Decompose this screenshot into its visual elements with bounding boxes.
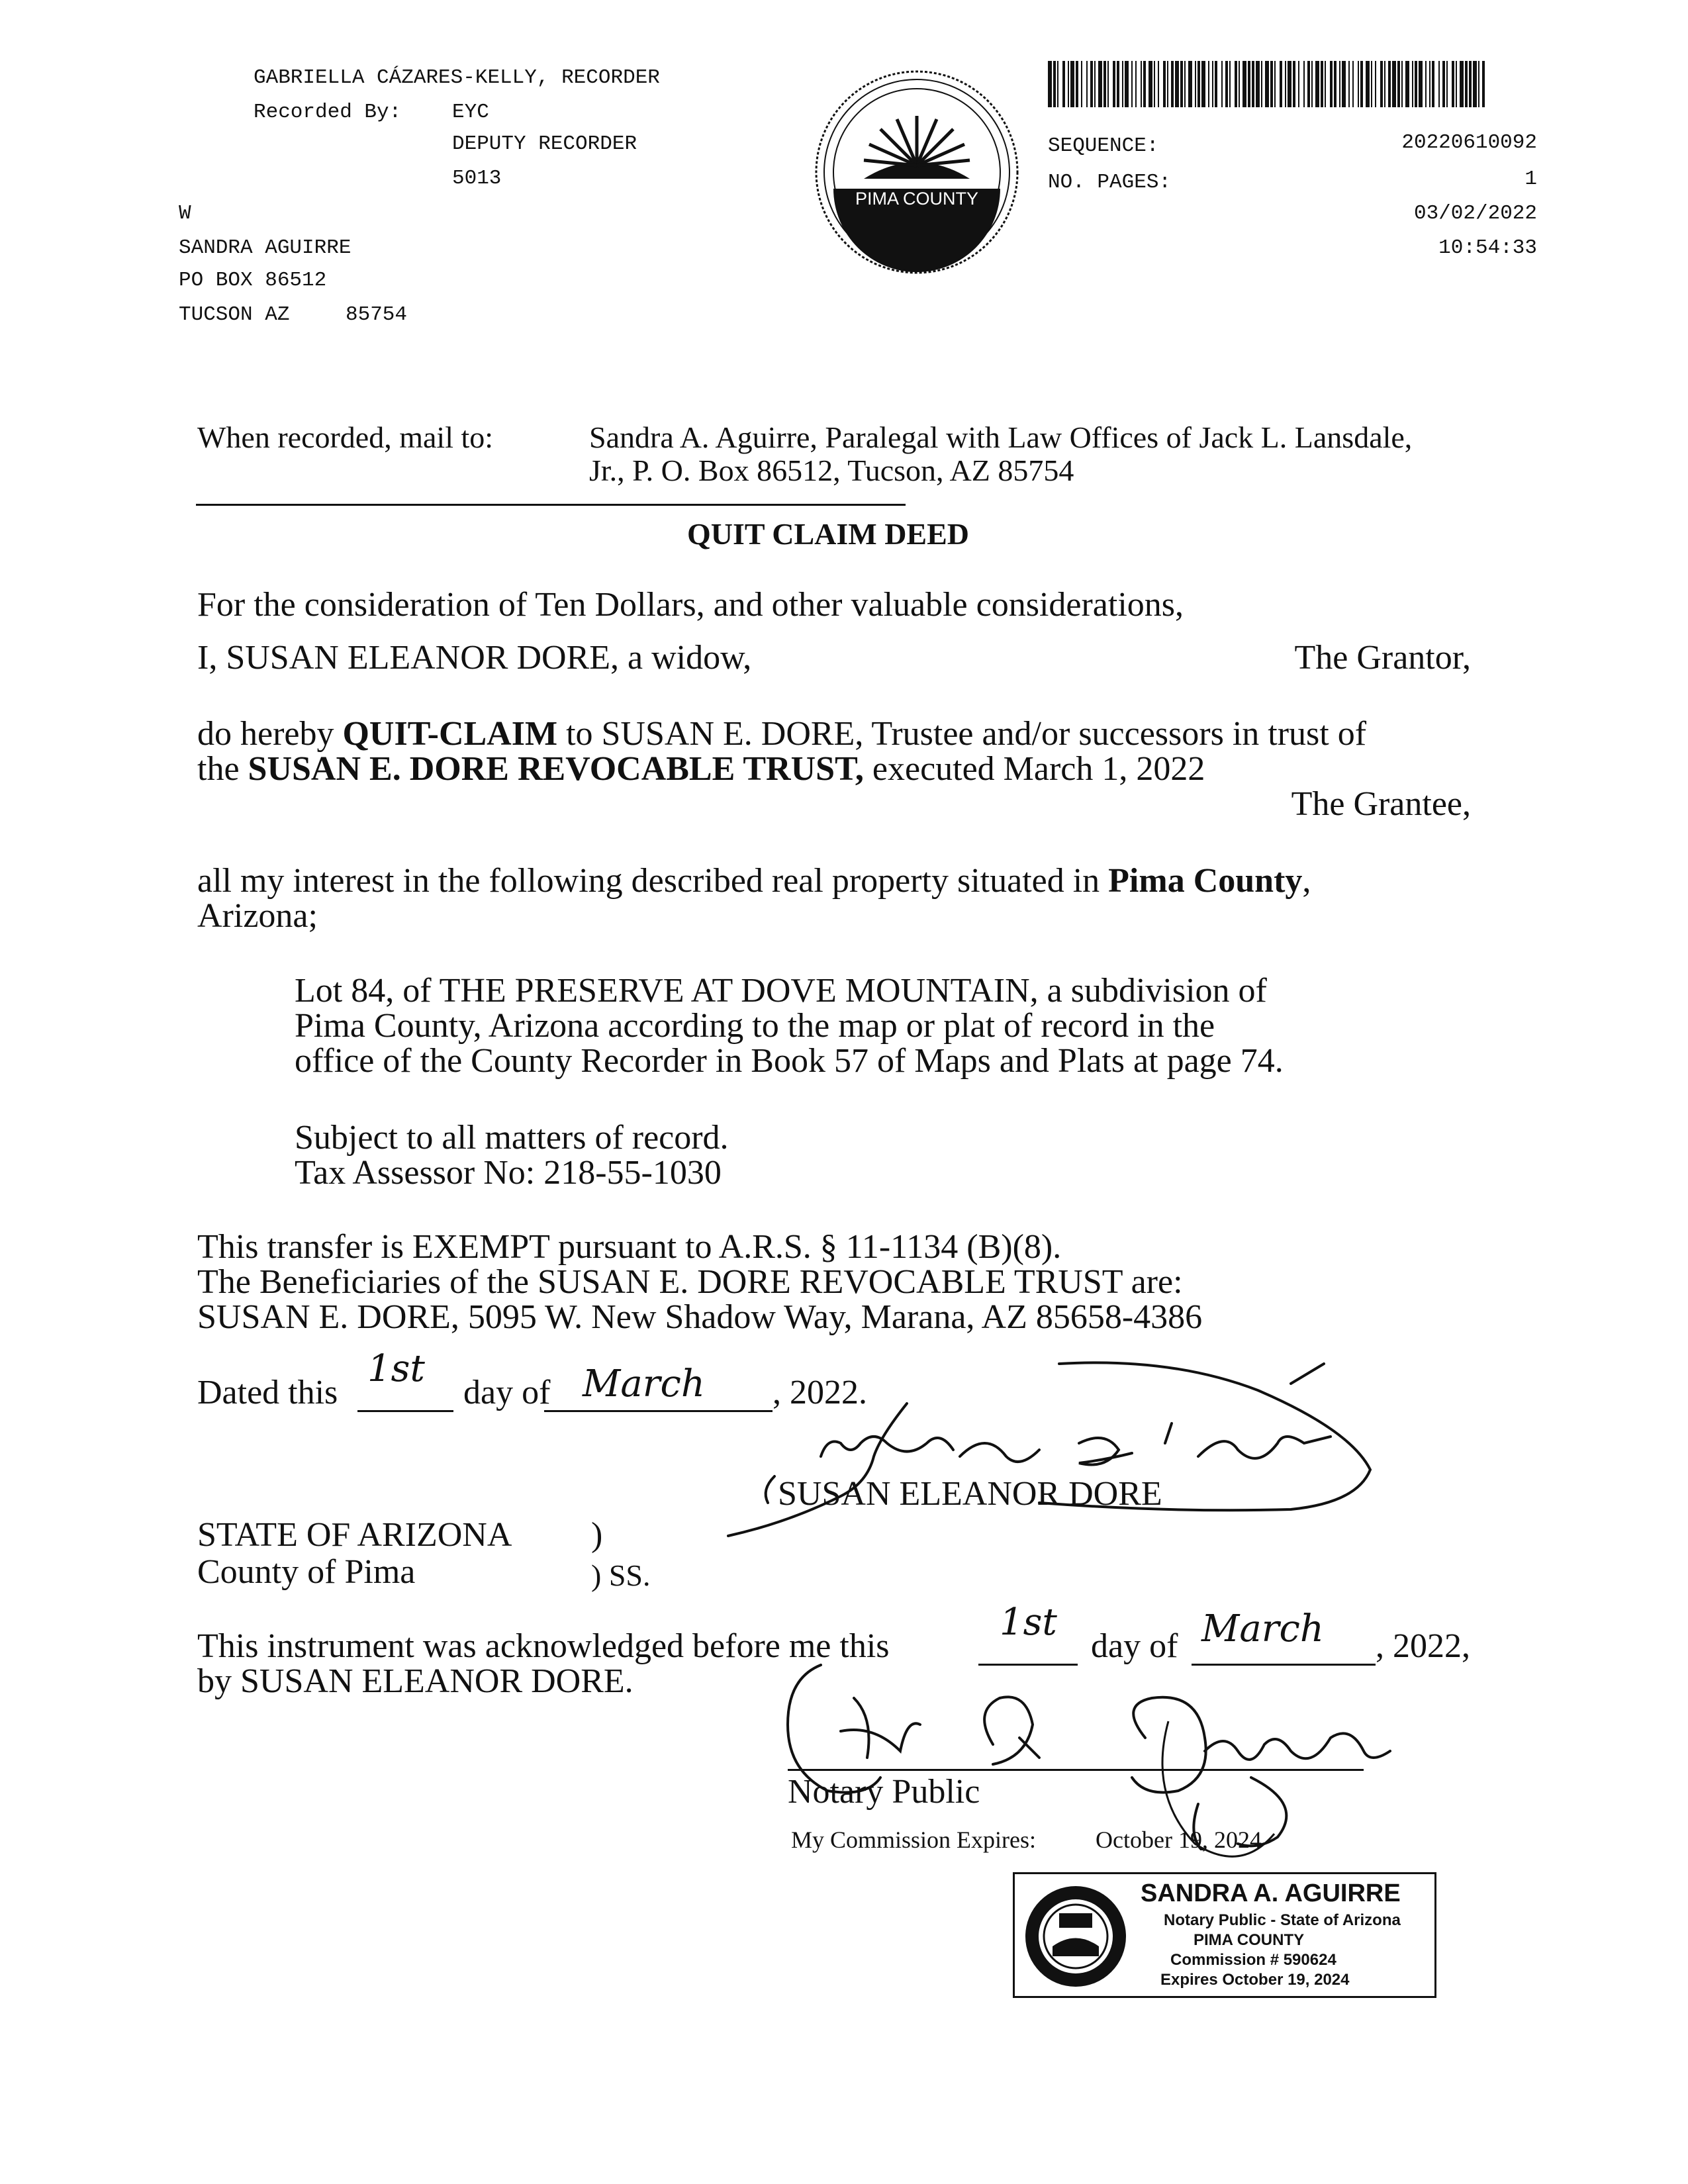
subject-line: Subject to all matters of record. xyxy=(295,1119,729,1157)
county-seal xyxy=(811,66,1023,278)
barcode-bar xyxy=(1360,61,1363,107)
trust-post: executed March 1, 2022 xyxy=(863,750,1205,788)
ack-month-handwritten: March xyxy=(1201,1607,1324,1650)
barcode-bar xyxy=(1307,61,1310,107)
stamp-overlap-circle xyxy=(1142,1701,1307,1867)
barcode-bar xyxy=(1158,61,1159,107)
consideration-line: For the consideration of Ten Dollars, and other valuable considerations, xyxy=(197,586,1184,624)
legal-description-3: office of the County Recorder in Book 57 of Maps and Plats at page 74. xyxy=(295,1042,1284,1080)
sun-over-land-logo-icon xyxy=(811,66,1023,278)
barcode-bar xyxy=(1388,61,1391,107)
venue-paren: ) xyxy=(591,1516,603,1554)
legal-description-2: Pima County, Arizona according to the map or plat of record in the xyxy=(295,1007,1215,1045)
return-name: SANDRA AGUIRRE xyxy=(179,236,352,260)
barcode-bar xyxy=(1265,61,1269,107)
stamp-line2: PIMA COUNTY xyxy=(1194,1931,1305,1949)
notary-signature xyxy=(774,1658,1456,1850)
barcode-bar xyxy=(1397,61,1400,107)
barcode-bar xyxy=(1180,61,1183,107)
barcode-bar xyxy=(1348,61,1350,107)
barcode-bar xyxy=(1478,61,1479,107)
return-box: PO BOX 86512 xyxy=(179,269,327,292)
barcode-bar xyxy=(1141,61,1142,107)
barcode-bar xyxy=(1243,61,1246,107)
barcode-bar xyxy=(1384,61,1385,107)
barcode-bar xyxy=(1325,61,1326,107)
venue-state: STATE OF ARIZONA xyxy=(197,1516,512,1554)
barcode-bar xyxy=(1225,61,1228,107)
barcode-bar xyxy=(1469,61,1472,107)
barcode-bar xyxy=(1113,61,1115,107)
deputy-title: DEPUTY RECORDER xyxy=(452,132,637,156)
barcode-bar xyxy=(1053,61,1056,107)
stamp-line1: Notary Public - State of Arizona xyxy=(1164,1911,1401,1929)
notary-stamp xyxy=(1013,1872,1436,1998)
barcode-bar xyxy=(1261,61,1262,107)
interest-bold: Pima County xyxy=(1108,862,1303,900)
barcode-bar xyxy=(1456,61,1457,107)
barcode-bar xyxy=(1149,61,1152,107)
interest-line xyxy=(197,862,1311,900)
ack-pre: This instrument was acknowledged before me this xyxy=(197,1627,890,1665)
barcode-bar xyxy=(1167,61,1168,107)
barcode-bar xyxy=(1460,61,1464,107)
barcode-bar xyxy=(1280,61,1282,107)
barcode-bar xyxy=(1062,61,1065,107)
barcode-bar xyxy=(1303,61,1305,107)
notary-expires-label: My Commission Expires: xyxy=(791,1827,1037,1853)
barcode-bar xyxy=(1311,61,1313,107)
mail-to-label: When recorded, mail to: xyxy=(197,420,494,454)
barcode-bar xyxy=(1270,61,1273,107)
venue-county: County of Pima xyxy=(197,1553,416,1591)
barcode-bar xyxy=(1215,61,1217,107)
tax-assessor-line: Tax Assessor No: 218-55-1030 xyxy=(295,1154,722,1192)
barcode-bar xyxy=(1048,61,1052,107)
barcode-bar xyxy=(1212,61,1213,107)
dated-month-handwritten: March xyxy=(583,1362,705,1405)
barcode-bar xyxy=(1334,61,1336,107)
barcode-bar xyxy=(1339,61,1340,107)
deputy-number: 5013 xyxy=(452,167,502,190)
barcode-bar xyxy=(1315,61,1319,107)
return-city: TUCSON AZ xyxy=(179,303,290,326)
barcode-bar xyxy=(1122,61,1123,107)
barcode-bar xyxy=(1482,61,1485,107)
barcode-bar xyxy=(1086,61,1088,107)
barcode-bar xyxy=(1288,61,1291,107)
sequence-label: SEQUENCE: xyxy=(1048,134,1159,158)
mail-to-line1: Sandra A. Aguirre, Paralegal with Law Offices of Jack L. Lansdale, xyxy=(589,420,1413,454)
stamp-line3: Commission # 590624 xyxy=(1170,1951,1336,1969)
barcode-bar xyxy=(1442,61,1445,107)
barcode-bar xyxy=(1197,61,1200,107)
dated-post: , 2022. xyxy=(773,1374,867,1411)
barcode-bar xyxy=(1057,61,1058,107)
barcode-bar xyxy=(1081,61,1082,107)
sequence-value: 20220610092 xyxy=(1401,131,1537,154)
barcode-bar xyxy=(1090,61,1093,107)
interest-post: , xyxy=(1302,862,1311,900)
barcode-bar xyxy=(1252,61,1254,107)
trust-bold: SUSAN E. DORE REVOCABLE TRUST, xyxy=(248,750,864,788)
interest-line2: Arizona; xyxy=(197,897,318,935)
barcode-bar xyxy=(1125,61,1129,107)
barcode-bar xyxy=(1154,61,1155,107)
ack-mid: day of xyxy=(1091,1627,1178,1665)
exempt-line: This transfer is EXEMPT pursuant to A.R.S. § 11-1134 (B)(8). xyxy=(197,1228,1062,1266)
barcode-bar xyxy=(1380,61,1383,107)
divider xyxy=(196,504,906,506)
barcode-bar xyxy=(1070,61,1074,107)
quitclaim-pre: do hereby xyxy=(197,715,343,753)
barcode-bar xyxy=(1171,61,1174,107)
notary-title: Notary Public xyxy=(788,1773,980,1811)
barcode-bar xyxy=(1366,61,1370,107)
barcode-bar xyxy=(1342,61,1346,107)
barcode-bar xyxy=(1248,61,1250,107)
barcode-bar xyxy=(1229,61,1231,107)
barcode-bar xyxy=(1352,61,1354,107)
beneficiaries-line: The Beneficiaries of the SUSAN E. DORE REVOCABLE TRUST are: xyxy=(197,1263,1183,1301)
barcode-bar xyxy=(1076,61,1078,107)
barcode-bar xyxy=(1293,61,1295,107)
barcode-bar xyxy=(1452,61,1454,107)
dated-pre: Dated this xyxy=(197,1374,338,1411)
grantor-line: I, SUSAN ELEANOR DORE, a widow, xyxy=(197,639,752,677)
record-code: W xyxy=(179,202,191,225)
mail-to-line2: Jr., P. O. Box 86512, Tucson, AZ 85754 xyxy=(589,453,1074,487)
ack-post: , 2022, xyxy=(1376,1627,1470,1665)
legal-description-1: Lot 84, of THE PRESERVE AT DOVE MOUNTAIN, a subdivision of xyxy=(295,972,1267,1010)
barcode-bar xyxy=(1068,61,1069,107)
page-title: QUIT CLAIM DEED xyxy=(687,517,969,551)
barcode-bar xyxy=(1163,61,1166,107)
barcode-bar xyxy=(1143,61,1146,107)
interest-pre: all my interest in the following described real property situated in xyxy=(197,862,1109,900)
barcode-bar xyxy=(1465,61,1468,107)
barcode-bar xyxy=(1405,61,1409,107)
barcode-bar xyxy=(1103,61,1106,107)
barcode-bar xyxy=(1098,61,1102,107)
barcode-bar xyxy=(1201,61,1205,107)
grantee-label: The Grantee, xyxy=(1291,785,1471,823)
barcode xyxy=(1048,61,1485,107)
venue-ss: ) SS. xyxy=(591,1558,651,1592)
barcode-bar xyxy=(1239,61,1240,107)
barcode-bar xyxy=(1135,61,1137,107)
barcode-bar xyxy=(1274,61,1276,107)
barcode-bar xyxy=(1425,61,1427,107)
barcode-bar xyxy=(1208,61,1209,107)
barcode-bar xyxy=(1321,61,1323,107)
trust-pre: the xyxy=(197,750,248,788)
record-time: 10:54:33 xyxy=(1438,236,1537,260)
barcode-bar xyxy=(1358,61,1359,107)
stamp-line4: Expires October 19, 2024 xyxy=(1160,1971,1350,1989)
dated-day-handwritten: 1st xyxy=(367,1347,425,1390)
recorder-name: GABRIELLA CÁZARES-KELLY, RECORDER xyxy=(254,66,660,89)
barcode-bar xyxy=(1415,61,1417,107)
grantor-signature-name: SUSAN ELEANOR DORE xyxy=(778,1475,1162,1513)
barcode-bar xyxy=(1473,61,1477,107)
stamp-name: SANDRA A. AGUIRRE xyxy=(1141,1879,1401,1907)
recorded-by-label: Recorded By: xyxy=(254,101,402,124)
ack-line2: by SUSAN ELEANOR DORE. xyxy=(197,1662,633,1700)
barcode-bar xyxy=(1429,61,1430,107)
grantor-label: The Grantor, xyxy=(1294,639,1471,677)
barcode-bar xyxy=(1401,61,1403,107)
quitclaim-post: to SUSAN E. DORE, Trustee and/or successors in trust of xyxy=(557,715,1367,753)
barcode-bar xyxy=(1175,61,1179,107)
barcode-bar xyxy=(1107,61,1109,107)
beneficiary-address: SUSAN E. DORE, 5095 W. New Shadow Way, Marana, AZ 85658-4386 xyxy=(197,1298,1203,1336)
barcode-bar xyxy=(1256,61,1260,107)
barcode-bar xyxy=(1184,61,1186,107)
dated-mid: day of xyxy=(463,1374,551,1411)
record-date: 03/02/2022 xyxy=(1413,202,1537,225)
barcode-bar xyxy=(1188,61,1192,107)
barcode-bar xyxy=(1221,61,1223,107)
barcode-bar xyxy=(1117,61,1119,107)
return-zip: 85754 xyxy=(346,303,408,326)
quitclaim-line xyxy=(197,715,1366,753)
seal-text: PIMA COUNTY xyxy=(855,189,979,209)
barcode-bar xyxy=(1195,61,1196,107)
barcode-bar xyxy=(1094,61,1096,107)
barcode-bar xyxy=(1392,61,1396,107)
pages-value: 1 xyxy=(1524,167,1537,191)
barcode-bar xyxy=(1432,61,1434,107)
state-seal-icon xyxy=(1023,1883,1129,1989)
ack-day-handwritten: 1st xyxy=(1000,1601,1057,1644)
trust-line xyxy=(197,750,1205,788)
barcode-bar xyxy=(1371,61,1372,107)
barcode-bar xyxy=(1131,61,1133,107)
barcode-bar xyxy=(1375,61,1376,107)
barcode-bar xyxy=(1412,61,1413,107)
barcode-bar xyxy=(1298,61,1299,107)
barcode-bar xyxy=(1235,61,1237,107)
notary-expires: October 19, 2024 xyxy=(1096,1827,1262,1853)
barcode-bar xyxy=(1285,61,1286,107)
barcode-bar xyxy=(1330,61,1333,107)
recorded-by: EYC xyxy=(452,101,489,124)
barcode-bar xyxy=(1419,61,1423,107)
barcode-bar xyxy=(1446,61,1448,107)
quitclaim-bold: QUIT-CLAIM xyxy=(342,715,558,753)
pages-label: NO. PAGES: xyxy=(1048,171,1172,194)
barcode-bar xyxy=(1438,61,1440,107)
